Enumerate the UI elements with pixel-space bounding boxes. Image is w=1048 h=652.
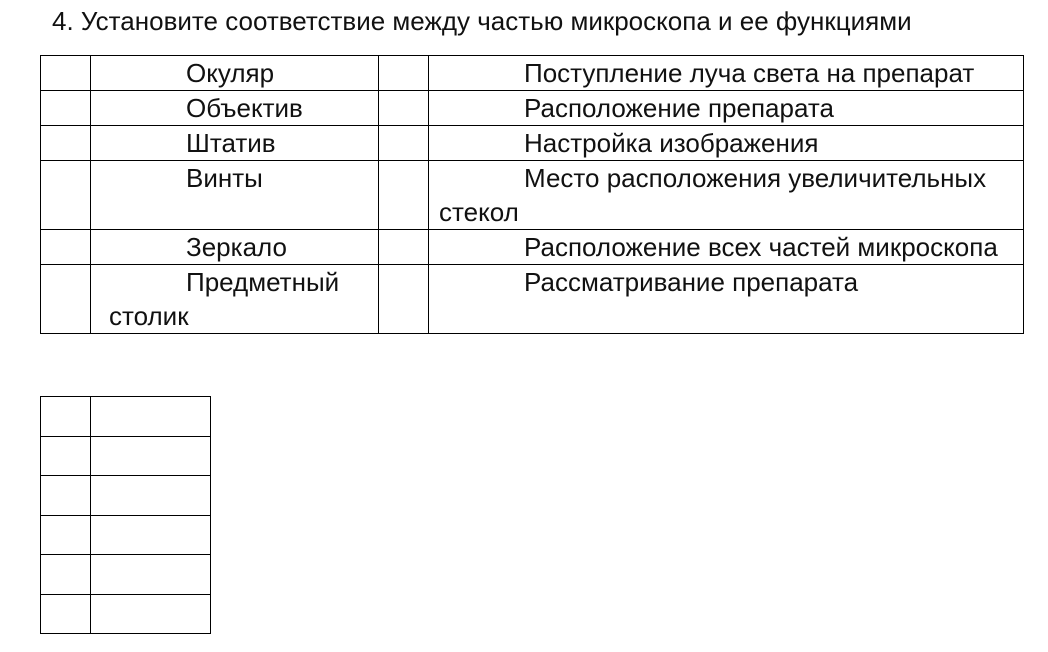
answer-letter-cell[interactable]	[91, 397, 211, 437]
answer-letter-cell[interactable]	[91, 515, 211, 555]
function-cell: Поступление луча света на препарат	[429, 56, 1024, 91]
table-row	[41, 161, 1024, 230]
answer-number-cell[interactable]	[41, 515, 91, 555]
part-name-cell: Предметный столик	[91, 265, 379, 334]
table-row	[41, 265, 1024, 334]
matching-table	[40, 55, 1024, 334]
answer-row	[41, 515, 211, 555]
part-number-cell	[41, 265, 91, 334]
function-letter-cell	[379, 91, 429, 126]
function-cell: Расположение препарата	[429, 91, 1024, 126]
part-number-cell	[41, 56, 91, 91]
function-letter-cell	[379, 265, 429, 334]
answer-number-cell[interactable]	[41, 436, 91, 476]
function-cell: Место расположения увеличительных стекол	[429, 161, 1024, 230]
answer-table	[40, 396, 211, 634]
answer-row	[41, 594, 211, 634]
part-number-cell	[41, 161, 91, 230]
function-letter-cell	[379, 161, 429, 230]
task-title: 4. Установите соответствие между частью микроскопа и ее функциями	[52, 6, 912, 36]
answer-number-cell[interactable]	[41, 594, 91, 634]
answer-number-cell[interactable]	[41, 555, 91, 595]
part-number-cell	[41, 91, 91, 126]
table-row	[41, 126, 1024, 161]
part-name-cell: Штатив	[91, 126, 379, 161]
part-name-cell: Зеркало	[91, 230, 379, 265]
table-row	[41, 91, 1024, 126]
table-row	[41, 230, 1024, 265]
answer-number-cell[interactable]	[41, 397, 91, 437]
part-name-cell: Винты	[91, 161, 379, 230]
function-cell: Рассматривание препарата	[429, 265, 1024, 334]
answer-letter-cell[interactable]	[91, 436, 211, 476]
part-number-cell	[41, 126, 91, 161]
function-letter-cell	[379, 230, 429, 265]
function-letter-cell	[379, 56, 429, 91]
answer-row	[41, 476, 211, 516]
answer-letter-cell[interactable]	[91, 476, 211, 516]
function-cell: Настройка изображения	[429, 126, 1024, 161]
part-name-cell: Объектив	[91, 91, 379, 126]
answer-row	[41, 555, 211, 595]
answer-letter-cell[interactable]	[91, 594, 211, 634]
part-number-cell	[41, 230, 91, 265]
part-name-cell: Окуляр	[91, 56, 379, 91]
answer-row	[41, 397, 211, 437]
table-row	[41, 56, 1024, 91]
answer-number-cell[interactable]	[41, 476, 91, 516]
answer-letter-cell[interactable]	[91, 555, 211, 595]
function-letter-cell	[379, 126, 429, 161]
function-cell: Расположение всех частей микроскопа	[429, 230, 1024, 265]
answer-row	[41, 436, 211, 476]
